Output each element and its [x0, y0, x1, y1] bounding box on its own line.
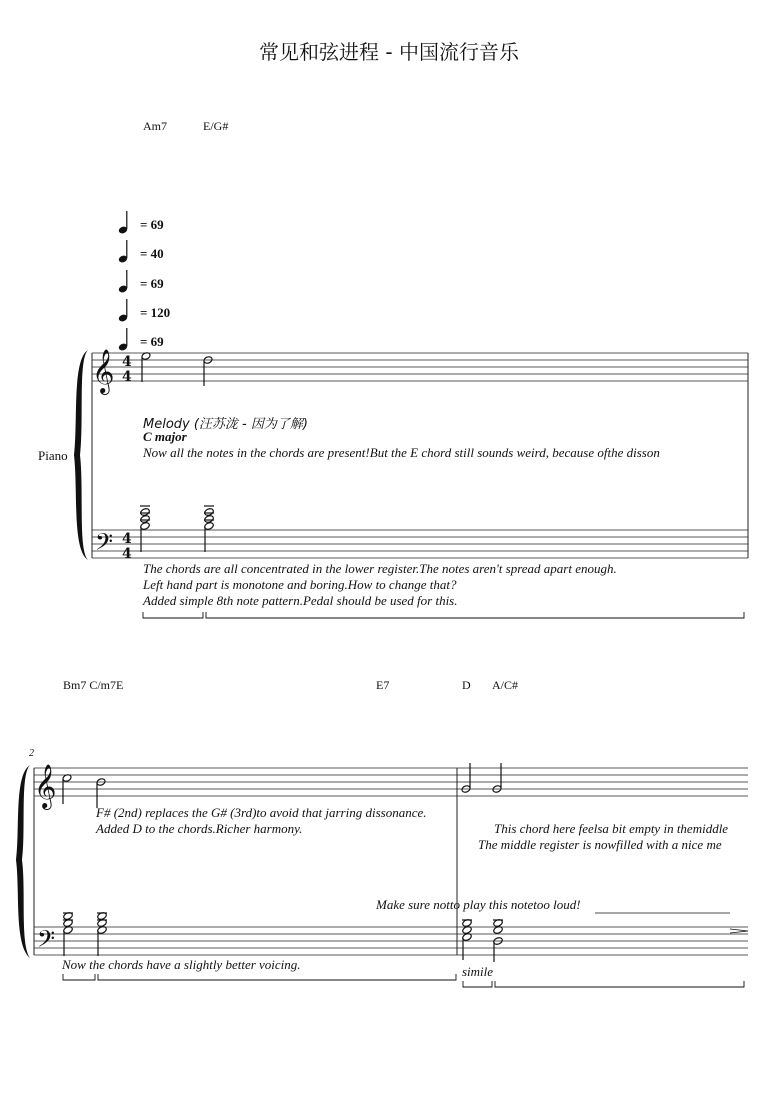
bass-clef-icon: 𝄢	[37, 925, 56, 958]
bass-chords-system2	[63, 912, 504, 962]
page-title: 常见和弦进程 - 中国流行音乐	[259, 40, 519, 64]
pedal-line-system2	[63, 974, 744, 987]
measure-number: 2	[29, 748, 34, 759]
instrument-name: Piano	[38, 448, 68, 463]
chord-symbol-e7: E7	[376, 678, 390, 692]
chord-symbol-am7: Am7	[143, 119, 167, 133]
tempo-note-icon	[118, 211, 128, 235]
annotation-not-too-loud: Make sure notto play this notetoo loud!	[376, 897, 581, 912]
treble-staff-system2	[34, 768, 748, 796]
chord-symbol-e-over-g-sharp: E/G#	[203, 119, 229, 133]
treble-staff-system1	[92, 353, 748, 381]
annotation-added-d: Added D to the chords.Richer harmony.	[96, 821, 303, 836]
chord-symbol-d: D	[462, 678, 471, 692]
key-label: C major	[143, 429, 187, 444]
tempo-note-icon	[118, 270, 128, 294]
annotation-empty-chord: This chord here feelsa bit empty in themiddle	[494, 821, 729, 836]
bass-chords-system1	[140, 506, 215, 552]
annotation-better-voicing: Now the chords have a slightly better voicing.	[62, 957, 301, 972]
annotation-f-sharp: F# (2nd) replaces the G# (3rd)to avoid that jarring dissonance.	[96, 805, 427, 820]
tempo-mark-40: = 40	[140, 246, 164, 261]
bass-staff-system1	[92, 530, 748, 558]
tempo-note-icon	[118, 240, 128, 264]
bass-staff-system2	[34, 927, 748, 955]
treble-clef-icon: 𝄞	[92, 349, 115, 393]
tempo-mark-120: = 120	[140, 305, 171, 320]
tempo-mark-69-third: = 69	[140, 334, 164, 349]
piano-brace	[74, 350, 88, 560]
tempo-mark-69-second: = 69	[140, 276, 164, 291]
chord-symbol-a-over-c-sharp: A/C#	[492, 678, 519, 692]
annotation-middle-register: The middle register is nowfilled with a nice me	[478, 837, 722, 852]
section-label: Melody (汪苏泷 - 因为了解)	[143, 417, 308, 432]
svg-text:4: 4	[122, 369, 132, 385]
chord-symbol-group: Bm7 C/m7E	[63, 678, 124, 692]
pedal-line-system1	[143, 612, 744, 618]
tempo-note-icon	[118, 328, 128, 352]
tempo-note-icon	[118, 299, 128, 323]
svg-text:4: 4	[122, 354, 132, 370]
piano-brace-system2	[16, 765, 30, 958]
treble-clef-icon: 𝄞	[34, 764, 57, 808]
annotation-eighth-pattern: Added simple 8th note pattern.Pedal should be used for this.	[143, 593, 458, 608]
tempo-mark-69: = 69	[140, 217, 164, 232]
svg-text:4: 4	[122, 546, 132, 562]
annotation-lower-register: The chords are all concentrated in the lower register.The notes aren't spread apart enough.	[143, 561, 617, 576]
annotation-left-hand: Left hand part is monotone and boring.How to change that?	[143, 577, 457, 592]
treble-notes-system2	[62, 763, 502, 808]
annotation-voicing-dissonance: Now all the notes in the chords are present!But the E chord still sounds weird, because ofthe disson	[143, 445, 660, 460]
svg-text:4: 4	[122, 531, 132, 547]
bass-clef-icon: 𝄢	[95, 528, 114, 561]
simile-mark: simile	[462, 964, 494, 979]
